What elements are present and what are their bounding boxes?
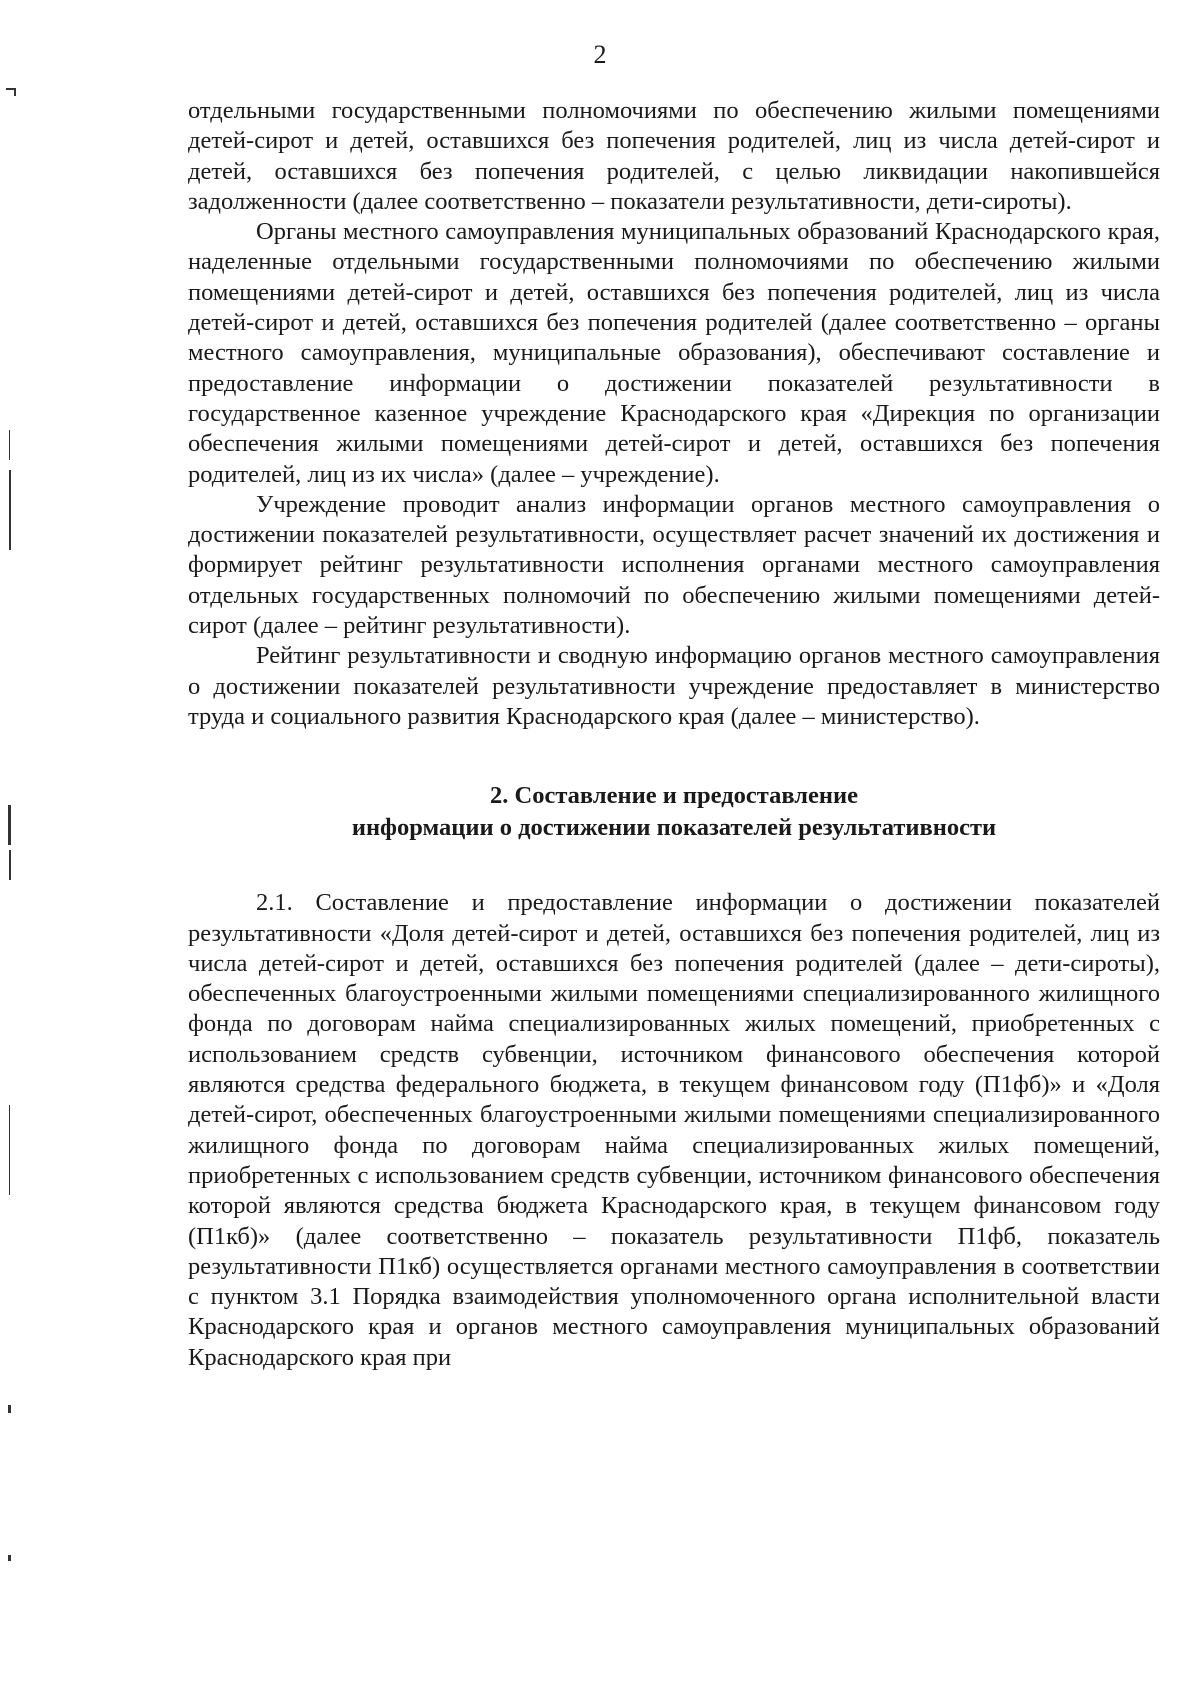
paragraph: отдельными государственными полномочиями по обеспечению жилыми помещениями детей-сирот и детей, оставшихся без попечения родителей, лиц из числа детей-сирот и детей, оставшихся без попечения родителей, с целью ликвидации накопившейся задолженности (далее соответственно – показатели результативности, дети-сироты). [188,97,1160,215]
scan-margin-marks [0,0,20,1697]
page-number: 2 [593,40,607,69]
paragraph: Органы местного самоуправления муниципальных образований Краснодарского края, наделенные отдельными государственными полномочиями по обеспечению жилыми помещениями детей-сирот и детей, оставшихся без попечения родителей, лиц из числа детей-сирот и детей, оставшихся без попечения родителей (далее соответственно – органы местного самоуправления, муниципальные образования), обеспечивают составление и предоставление информации о достижении показателей результативности в государственное казенное учреждение Краснодарского края «Дирекция по организации обеспечения жилыми помещениями детей-сирот и детей, оставшихся без попечения родителей, лиц из их числа» (далее – учреждение). [188,218,1160,488]
paragraph: 2.1. Составление и предоставление информации о достижении показателей результативности «Доля детей-сирот и детей, оставшихся без попечения родителей, лиц из числа детей-сирот и детей, оставшихся без попечения родителей (далее – дети-сироты), обеспеченных благоустроенными жилыми помещениями специализированного жилищного фонда по договорам найма специализированных жилых помещений, приобретенных с использованием средств субвенции, источником финансового обеспечения которой являются средства федерального бюджета, в текущем финансовом году (П1фб)» и «Доля детей-сирот, обеспеченных благоустроенными жилыми помещениями специализированного жилищного фонда по договорам найма специализированных жилых помещений, приобретенных с использованием средств субвенции, источником финансового обеспечения которой являются средства бюджета Краснодарского края, в текущем финансовом году (П1кб)» (далее соответственно – показатель результативности П1фб, показатель результативности П1кб) осуществляется органами местного самоуправления в соответствии с пунктом 3.1 Порядка взаимодействия уполномоченного органа исполнительной власти Краснодарского края и органов местного самоуправления муниципальных образований Краснодарского края при [188,889,1160,1371]
document-body [188,96,1160,1373]
paragraph: Учреждение проводит анализ информации органов местного самоуправления о достижении показателей результативности, осуществляет расчет значений их достижения и формирует рейтинг результативности исполнения органами местного самоуправления отдельных государственных полномочий по обеспечению жилыми помещениями детей-сирот (далее – рейтинг результативности). [188,490,1160,640]
paragraph: Рейтинг результативности и сводную информацию органов местного самоуправления о достижении показателей результативности учреждение предоставляет в министерство труда и социального развития Краснодарского края (далее – министерство). [188,642,1160,730]
section-heading-line: информации о достижении показателей результативности [351,814,997,842]
section-heading-line: 2. Составление и предоставление [490,782,858,810]
section-heading [188,780,1160,844]
